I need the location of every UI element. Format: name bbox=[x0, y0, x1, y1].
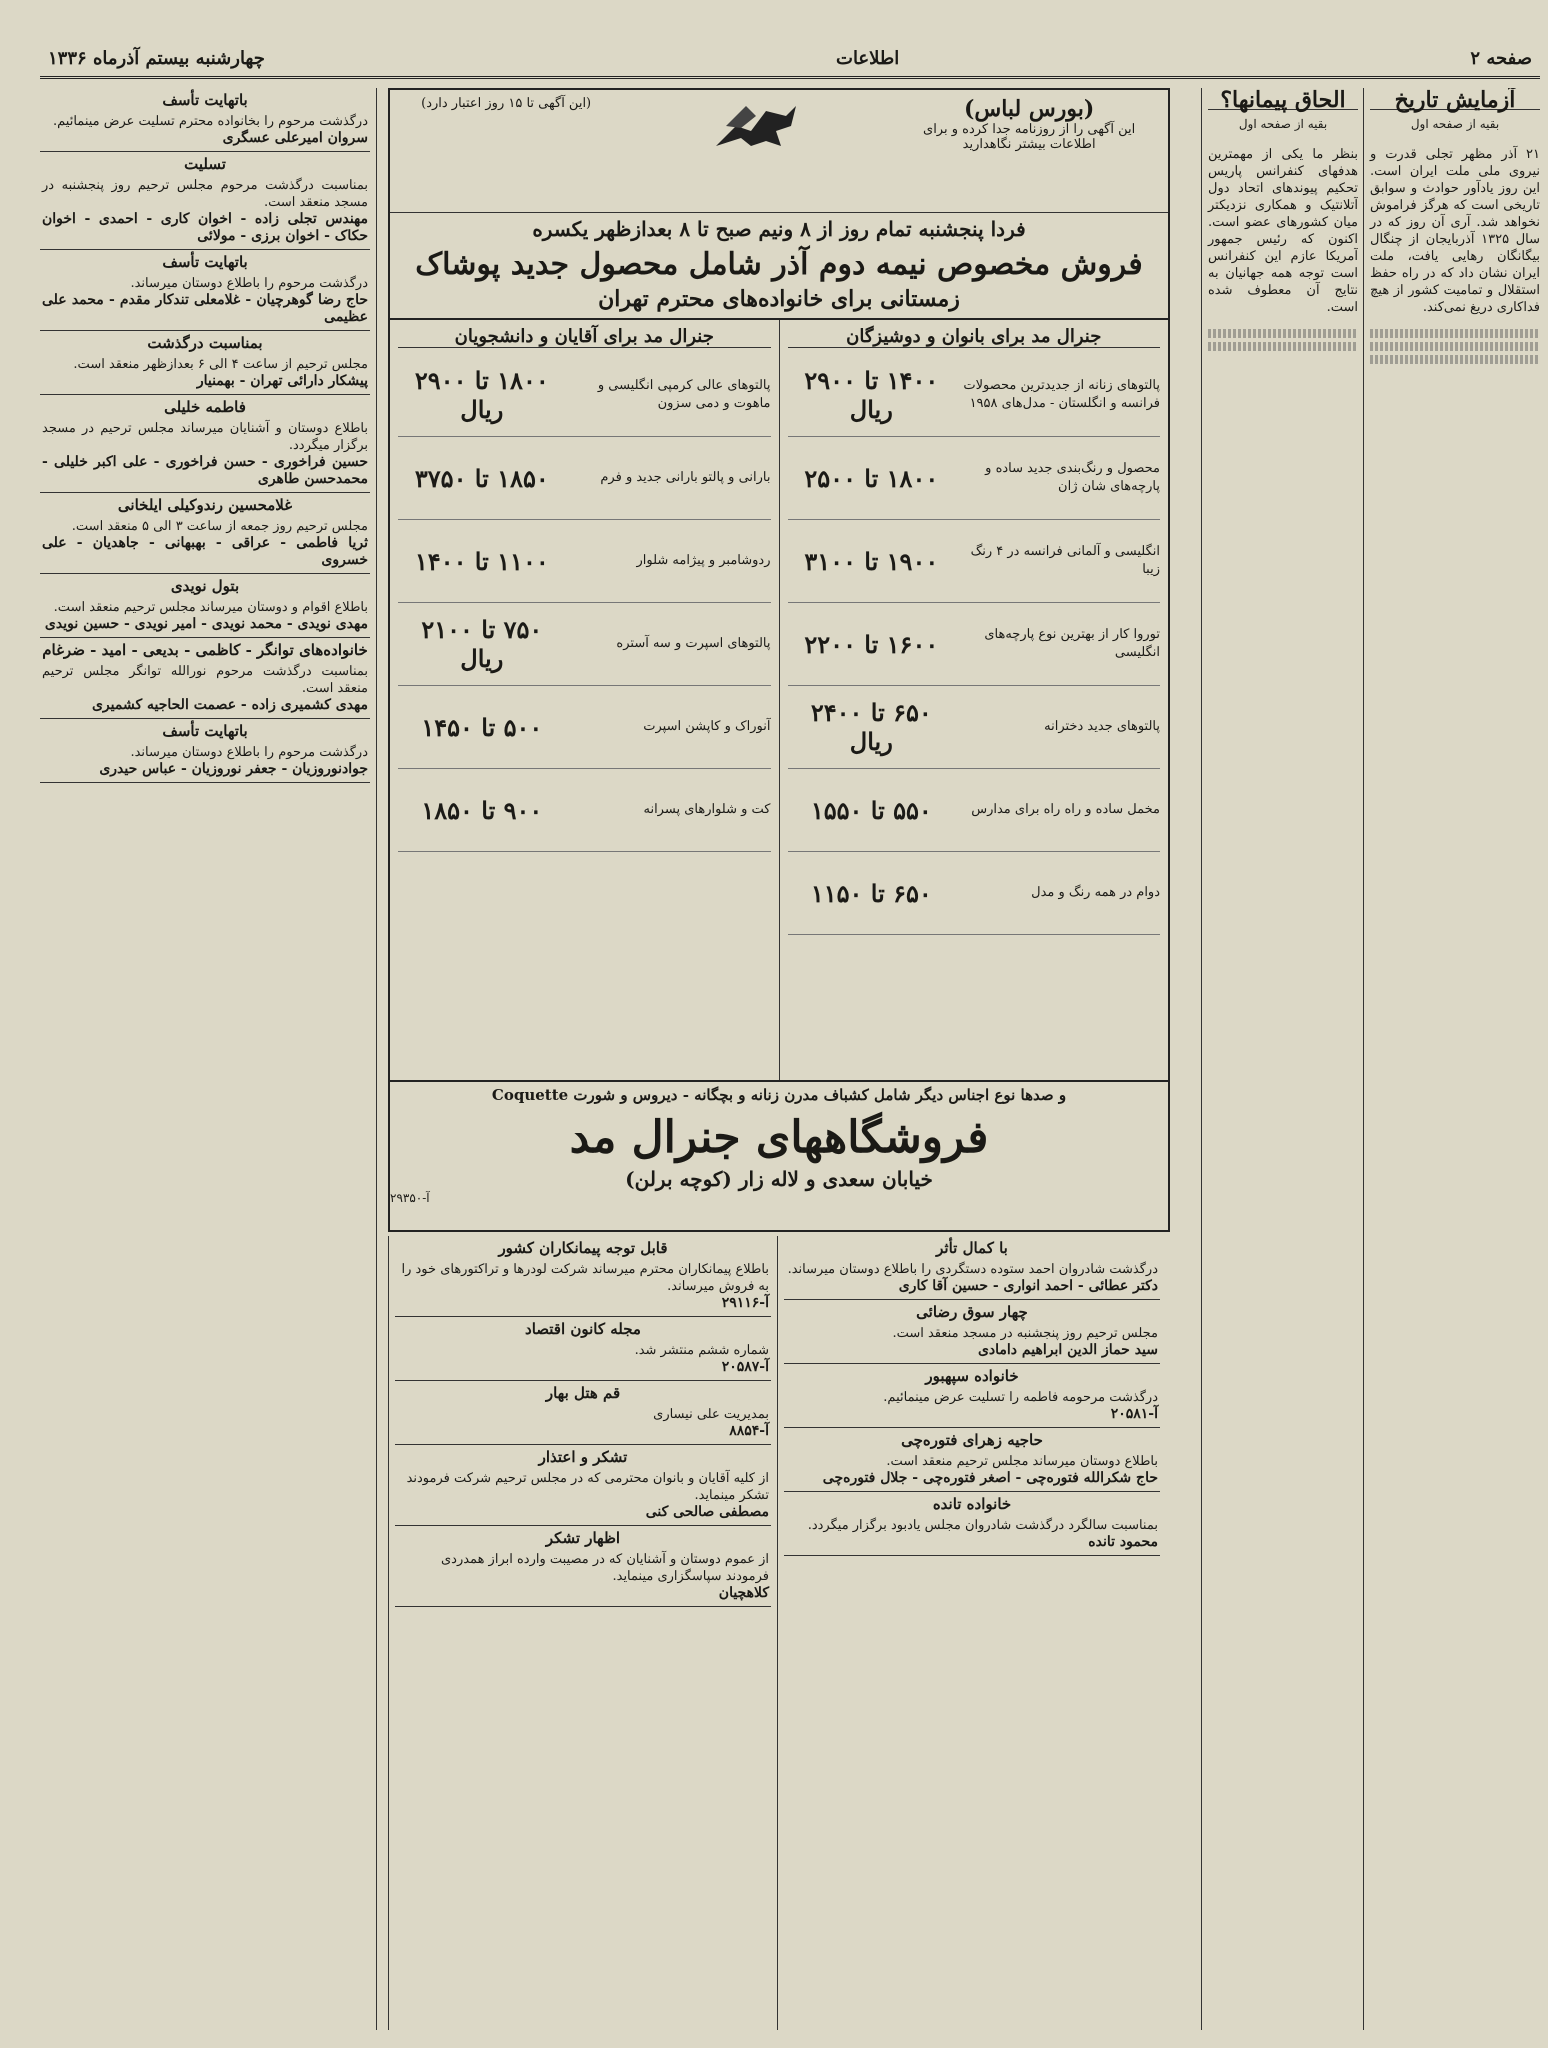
ad-subheadline: زمستانی برای خانواده‌های محترم تهران bbox=[390, 284, 1168, 320]
notice-body: شماره ششم منتشر شد. bbox=[634, 1343, 769, 1358]
notice-signature: حاج شکرالله فتوره‌چی - اصغر فتوره‌چی - جلال فتوره‌چی bbox=[822, 1470, 1158, 1486]
ad-item-price: ۹۰۰ تا ۱۸۵۰ bbox=[421, 795, 543, 825]
notice-title: مجله کانون اقتصاد bbox=[525, 1320, 641, 1338]
notice-title: فاطمه خلیلی bbox=[164, 398, 246, 416]
notice-body: بمدیریت علی نیساری bbox=[653, 1407, 769, 1422]
notice bbox=[395, 1236, 771, 1317]
notice-title: بتول نویدی bbox=[170, 577, 240, 595]
notice-body: از عموم دوستان و آشنایان که در مصیبت وارده ابراز همدردی فرمودند سپاسگزاری مینماید. bbox=[440, 1552, 769, 1584]
ad-item-description: ردوشامبر و پیژامه شلوار bbox=[636, 553, 771, 568]
notice-title: تشکر و اعتذار bbox=[538, 1448, 628, 1466]
newspaper-page bbox=[40, 40, 1540, 2030]
notice-signature: سروان امیرعلی عسگری bbox=[222, 130, 368, 146]
article-title: الحاق پیمانها؟ bbox=[1208, 92, 1358, 110]
notice-body: باطلاع دوستان میرساند مجلس ترحیم منعقد است. bbox=[886, 1454, 1158, 1469]
notice bbox=[40, 719, 370, 783]
women-column-title: جنرال مد برای بانوان و دوشیزگان bbox=[788, 326, 1161, 348]
notice-title: خانواده‌های توانگر - کاظمی - بدیعی - امید - ضرغام bbox=[42, 641, 368, 659]
notice-body: از کلیه آقایان و بانوان محترمی که در مجلس ترحیم شرکت فرمودند تشکر مینماید. bbox=[406, 1471, 769, 1503]
ad-item-description: آنوراک و کاپشن اسپرت bbox=[643, 719, 771, 734]
notice bbox=[395, 1445, 771, 1526]
notice-title: قابل توجه پیمانکاران کشور bbox=[498, 1239, 668, 1257]
body-text-lines bbox=[1370, 329, 1540, 338]
ad-top-note: این آگهی را از روزنامه جدا کرده و برای اطلاعات بیشتر نگاهدارید bbox=[923, 122, 1136, 152]
women-column bbox=[779, 320, 1169, 1080]
article-title: آزمایش تاریخ bbox=[1370, 92, 1540, 110]
ad-headline: فردا پنجشنبه تمام روز از ۸ ونیم صبح تا ۸ بعدازظهر یکسره bbox=[532, 217, 1026, 241]
notice bbox=[784, 1300, 1160, 1364]
article-body: ۲۱ آذر مظهر تجلی قدرت و نیروی ملی ملت ایران است. این روز یادآور حوادث و سوابق تاریخی است که هرگز فراموش نخواهد شد. آری آن روز که در سال ۱۳۲۵ آذربایجان از چنگال بیگانگان رهایی یافت، ملت ایران نشان داد که در راه حفظ استقلال و تمامیت کشور از هیچ فداکاری دریغ نمی‌کند. bbox=[1370, 147, 1540, 315]
notice-title: خانواده سپهبور bbox=[925, 1367, 1019, 1385]
notice-title: اظهار تشکر bbox=[545, 1529, 621, 1547]
notice-body: باطلاع پیمانکاران محترم میرساند شرکت لودرها و تراکتورهای خود را به فروش میرساند. bbox=[401, 1262, 769, 1294]
notice-body: بمناسبت سالگرد درگذشت شادروان مجلس یادبود برگزار میگردد. bbox=[807, 1518, 1158, 1533]
notice bbox=[395, 1317, 771, 1381]
ad-main-headline: فروش مخصوص نیمه دوم آذر شامل محصول جدید پوشاک bbox=[415, 247, 1143, 282]
ad-item-price: ۱۹۰۰ تا ۳۱۰۰ bbox=[804, 546, 939, 576]
notice-signature: سید حماز الدین ابراهیم دامادی bbox=[977, 1342, 1158, 1358]
article-subtitle: بقیه از صفحه اول bbox=[1410, 117, 1500, 131]
notice-title: قم هتل بهار bbox=[545, 1384, 621, 1402]
notice bbox=[40, 88, 370, 152]
winged-lion-logo-icon bbox=[696, 96, 816, 156]
notice bbox=[40, 395, 370, 493]
notice-signature: محمود تانده bbox=[1088, 1534, 1158, 1550]
notice-signature: مهندس تجلی زاده - اخوان کاری - احمدی - اخوان حکاک - اخوان برزی - مولائی bbox=[42, 211, 368, 244]
notice-signature: مهدی کشمیری زاده - عصمت الحاجیه کشمیری bbox=[91, 697, 368, 713]
ad-brand-tag: (بورس لباس) bbox=[963, 96, 1095, 122]
ad-item bbox=[788, 686, 1161, 769]
notice bbox=[784, 1428, 1160, 1492]
notice-body: بمناسبت درگذشت مرحوم نورالله توانگر مجلس ترحیم منعقد است. bbox=[42, 664, 368, 696]
notice-signature: دکتر عطائی - احمد انواری - حسین آقا کاری bbox=[898, 1278, 1158, 1294]
notice-title: چهار سوق رضائی bbox=[916, 1303, 1028, 1321]
ad-item bbox=[398, 437, 771, 520]
condolence-notices-column bbox=[40, 88, 377, 2030]
notice bbox=[40, 250, 370, 331]
notice bbox=[784, 1492, 1160, 1556]
body-text-lines bbox=[1370, 355, 1540, 364]
ad-item-description: پالتوهای عالی کرمپی انگلیسی و ماهوت و دمی سزون bbox=[597, 378, 771, 411]
ad-item-price: ۱۴۰۰ تا ۲۹۰۰ ریال bbox=[804, 366, 939, 424]
ad-address: خیابان سعدی و لاله زار (کوچه برلن) bbox=[625, 1167, 933, 1191]
notice-title: خانواده تانده bbox=[932, 1495, 1012, 1513]
notice-signature: ثریا فاطمی - عراقی - بهبهانی - جاهدیان - علی خسروی bbox=[42, 535, 368, 568]
notice-body: مجلس ترحیم روز جمعه از ساعت ۳ الی ۵ منعقد است. bbox=[71, 519, 368, 534]
ad-item-description: کت و شلوارهای پسرانه bbox=[643, 802, 771, 817]
ad-item-description: پالتوهای زنانه از جدیدترین محصولات فرانسه و انگلستان - مدل‌های ۱۹۵۸ bbox=[963, 378, 1160, 411]
notice-title: باتهایت تأسف bbox=[162, 91, 248, 109]
notice-title: غلامحسین رندوکیلی ایلخانی bbox=[117, 496, 293, 514]
page-header bbox=[40, 40, 1540, 79]
ad-validity-note: (این آگهی تا ۱۵ روز اعتبار دارد) bbox=[421, 96, 592, 111]
ad-item-price: ۵۰۰ تا ۱۴۵۰ bbox=[421, 712, 543, 742]
lower-left-notices bbox=[388, 1236, 777, 2030]
notice bbox=[40, 493, 370, 574]
ad-item-description: انگلیسی و آلمانی فرانسه در ۴ رنگ زیبا bbox=[970, 544, 1160, 577]
notice-body: بمناسبت درگذشت مرحوم مجلس ترحیم روز پنجشنبه در مسجد منعقد است. bbox=[42, 178, 368, 210]
ad-item-description: توروا کار از بهترین نوع پارچه‌های انگلیسی bbox=[984, 627, 1160, 660]
body-text-lines bbox=[1208, 329, 1358, 338]
ad-item bbox=[788, 354, 1161, 437]
lower-notices bbox=[388, 1236, 1166, 2030]
notice-signature: حسین فراخوری - حسن فراخوری - علی اکبر خلیلی - محمدحسن طاهری bbox=[42, 454, 368, 487]
notice-signature: آ-۲۹۱۱۶ bbox=[721, 1295, 769, 1311]
ad-price-columns bbox=[390, 320, 1168, 1080]
ad-item bbox=[788, 437, 1161, 520]
ad-item-description: پالتوهای اسپرت و سه آستره bbox=[616, 636, 771, 651]
notice bbox=[395, 1381, 771, 1445]
notice-body: مجلس ترحیم از ساعت ۴ الی ۶ بعدازظهر منعقد است. bbox=[73, 357, 368, 372]
notice-body: باطلاع اقوام و دوستان میرساند مجلس ترحیم منعقد است. bbox=[53, 600, 368, 615]
notice-signature: آ-۲۰۵۸۱ bbox=[1110, 1406, 1158, 1422]
ad-item-description: پالتوهای جدید دخترانه bbox=[1044, 719, 1160, 734]
notice-body: درگذشت شادروان احمد ستوده دستگردی را باطلاع دوستان میرساند. bbox=[787, 1262, 1158, 1277]
notice-signature: پیشکار دارائی تهران - بهمنیار bbox=[196, 373, 368, 389]
article-body: بنظر ما یکی از مهمترین هدفهای کنفرانس پاریس تحکیم پیوندهای اتحاد دول آتلانتیک و همکاری نزدیکتر میان کشورهای عضو است. اکنون که رئیس جمهور آمریکا عازم این کنفرانس است توجه همه جهانیان به نتایج آن معطوف شده است. bbox=[1208, 147, 1358, 315]
ad-item-price: ۷۵۰ تا ۲۱۰۰ ریال bbox=[421, 615, 543, 673]
notice bbox=[784, 1364, 1160, 1428]
article-subtitle: بقیه از صفحه اول bbox=[1238, 117, 1328, 131]
article-history-test bbox=[1363, 88, 1540, 2030]
ad-item bbox=[398, 686, 771, 769]
notice bbox=[784, 1236, 1160, 1300]
notice-body: درگذشت مرحوم را باطلاع دوستان میرساند. bbox=[130, 276, 368, 291]
ad-item-description: بارانی و پالتو بارانی جدید و فرم bbox=[600, 470, 771, 485]
ad-code: آ-۲۹۳۵۰ bbox=[390, 1191, 430, 1205]
ad-item bbox=[788, 852, 1161, 935]
notice-signature: کلاهچیان bbox=[718, 1585, 769, 1601]
notice-title: باتهایت تأسف bbox=[162, 253, 248, 271]
notice-signature: آ-۲۰۵۸۷ bbox=[721, 1359, 769, 1375]
ad-footer bbox=[390, 1080, 1168, 1205]
ad-item bbox=[788, 603, 1161, 686]
notice-title: باتهایت تأسف bbox=[162, 722, 248, 740]
notice-body: باطلاع دوستان و آشنایان میرساند مجلس ترحیم در مسجد برگزار میگردد. bbox=[42, 421, 368, 453]
notice bbox=[40, 574, 370, 638]
ad-item bbox=[788, 769, 1161, 852]
notice-signature: جوادنوروزیان - جعفر نوروزیان - عباس حیدری bbox=[99, 761, 368, 777]
lower-right-notices bbox=[777, 1236, 1166, 2030]
notice bbox=[40, 638, 370, 719]
notice-signature: مصطفی صالحی کنی bbox=[645, 1504, 769, 1520]
ad-item bbox=[398, 769, 771, 852]
ad-item-price: ۱۱۰۰ تا ۱۴۰۰ bbox=[414, 546, 549, 576]
notice-signature: مهدی نویدی - محمد نویدی - امیر نویدی - حسین نویدی bbox=[44, 616, 368, 632]
ad-item-price: ۵۵۰ تا ۱۵۵۰ bbox=[810, 795, 932, 825]
issue-date: چهارشنبه بیستم آذرماه ۱۳۳۶ bbox=[48, 47, 265, 69]
ad-item-description: مخمل ساده و راه راه برای مدارس bbox=[971, 802, 1160, 817]
ad-brand-name: فروشگاههای جنرال مد bbox=[569, 1112, 989, 1163]
men-item-list bbox=[398, 354, 771, 852]
ad-top-band bbox=[390, 90, 1168, 213]
notice-body: درگذشت مرحوم را باطلاع دوستان میرساند. bbox=[130, 745, 368, 760]
women-item-list bbox=[788, 354, 1161, 935]
notice bbox=[40, 331, 370, 395]
notice-body: درگذشت مرحوم را بخانواده محترم تسلیت عرض مینمائیم. bbox=[53, 114, 368, 129]
ad-item-price: ۶۵۰ تا ۲۴۰۰ ریال bbox=[810, 698, 932, 756]
notice-body: مجلس ترحیم روز پنجشنبه در مسجد منعقد است. bbox=[892, 1326, 1158, 1341]
ad-item-price: ۱۶۰۰ تا ۲۲۰۰ bbox=[804, 629, 939, 659]
ad-footer-line: و صدها نوع اجناس دیگر شامل کشباف مدرن زنانه و بچگانه - دیروس و شورت Coquette bbox=[491, 1086, 1067, 1104]
ad-item bbox=[398, 354, 771, 437]
ad-item-price: ۱۸۰۰ تا ۲۹۰۰ ریال bbox=[414, 366, 549, 424]
notice-signature: آ-۸۸۵۴ bbox=[729, 1423, 769, 1439]
paper-name: اطلاعات bbox=[836, 47, 900, 69]
men-column bbox=[390, 320, 779, 1080]
notice-signature: حاج رضا گوهرچیان - غلامعلی تندکار مقدم - محمد علی عظیمی bbox=[42, 292, 368, 325]
notice bbox=[40, 152, 370, 250]
notice-title: تسلیت bbox=[184, 155, 226, 173]
page-number: صفحه ۲ bbox=[1470, 47, 1532, 69]
ad-item bbox=[398, 520, 771, 603]
men-column-title: جنرال مد برای آقایان و دانشجویان bbox=[398, 326, 771, 348]
notice-body: درگذشت مرحومه فاطمه را تسلیت عرض مینمائیم. bbox=[883, 1390, 1158, 1405]
article-pacts bbox=[1201, 88, 1358, 2030]
general-mode-advertisement bbox=[388, 88, 1170, 1232]
ad-item-price: ۱۸۵۰ تا ۳۷۵۰ bbox=[414, 463, 549, 493]
ad-item-description: دوام در همه رنگ و مدل bbox=[1031, 885, 1160, 900]
ad-item-description: محصول و رنگ‌بندی جدید ساده و پارچه‌های شان ژان bbox=[985, 461, 1160, 494]
notice-title: حاجیه زهرای فتوره‌چی bbox=[901, 1431, 1043, 1449]
ad-item bbox=[398, 603, 771, 686]
body-text-lines bbox=[1370, 342, 1540, 351]
ad-item-price: ۱۸۰۰ تا ۲۵۰۰ bbox=[804, 463, 939, 493]
notice-title: بمناسبت درگذشت bbox=[147, 334, 263, 352]
ad-item-price: ۶۵۰ تا ۱۱۵۰ bbox=[810, 878, 932, 908]
body-text-lines bbox=[1208, 342, 1358, 351]
ad-item bbox=[788, 520, 1161, 603]
notice bbox=[395, 1526, 771, 1607]
notice-title: با کمال تأثر bbox=[936, 1239, 1008, 1257]
